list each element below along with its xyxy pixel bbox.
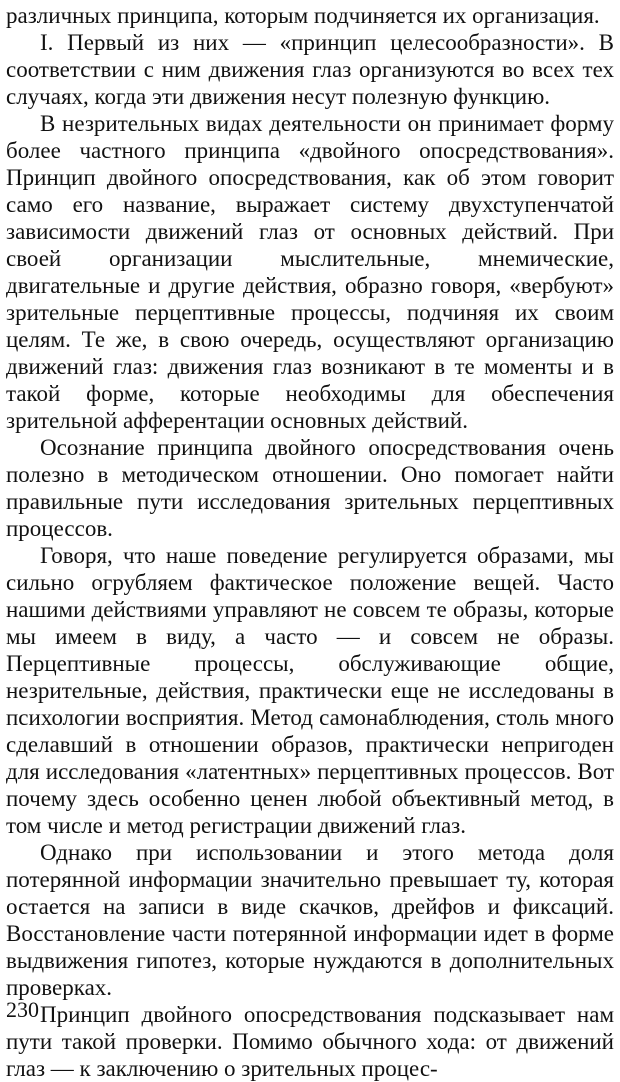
paragraph: В незрительных видах деятельности он принимает форму более частного принципа «двойного опосредствования». Принцип двойного опосредствования, как об этом говорит само его название, выражает систему двухступенчатой зависимости движений глаз от основных действий. При своей организации мыслительные, мнемические, двигательные и другие действия, образно говоря, «вербуют» зрительные перцептивные процессы, подчиняя их своим целям. Те же, в свою очередь, осуществляют организацию движений глаз: движения глаз возникают в те моменты и в такой форме, которые необходимы для обеспечения зрительной афферентации основных действий. (6, 111, 614, 433)
page-number: 230 (6, 997, 39, 1022)
body-text (6, 2, 614, 1082)
paragraph-continuation: различных принципа, которым подчиняется их организация. (6, 3, 600, 28)
paragraph: Однако при использовании и этого метода доля потерянной информации значительно превышает ту, которая остается на записи в виде скачков, дрейфов и фиксаций. Восстановление части потерянной информации идет в форме выдвижения гипотез, которые нуждаются в дополнительных проверках. (6, 840, 614, 1000)
paragraph: Принцип двойного опосредствования подсказывает нам пути такой проверки. Помимо обычного хода: от движений глаз — к заключению о зрительных процес- (6, 1002, 614, 1081)
paragraph: I. Первый из них — «принцип целесообразности». В соответствии с ним движения глаз организуются во всех тех случаях, когда эти движения несут полезную функцию. (6, 30, 614, 109)
paragraph: Говоря, что наше поведение регулируется образами, мы сильно огрубляем фактическое положение вещей. Часто нашими действиями управляют не совсем те образы, которые мы имеем в виду, а часто — и совсем не образы. Перцептивные процессы, обслуживающие общие, незрительные, действия, практически еще не исследованы в психологии восприятия. Метод самонаблюдения, столь много сделавший в отношении образов, практически непригоден для исследования «латентных» перцептивных процессов. Вот почему здесь особенно ценен любой объективный метод, в том числе и метод регистрации движений глаз. (6, 543, 614, 838)
paragraph: Осознание принципа двойного опосредствования очень полезно в методическом отношении. Оно помогает найти правильные пути исследования зрительных перцептивных процессов. (6, 435, 614, 541)
